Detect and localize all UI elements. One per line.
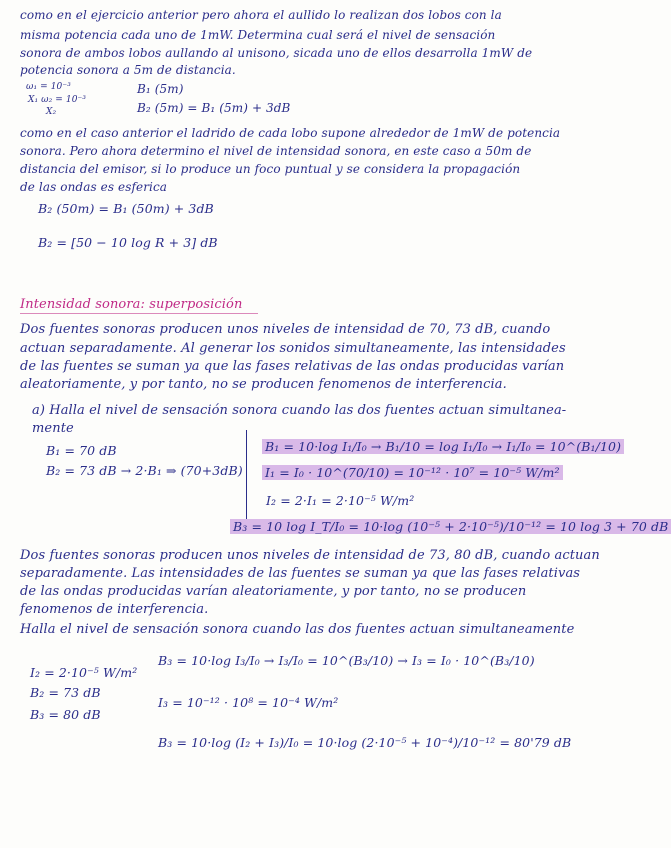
solution-b-line3: B₃ = 10·log (I₂ + I₃)/I₀ = 10·log (2·10⁻⁵ + 10⁻⁴)/10⁻¹² = 80'79 dB: [158, 735, 572, 750]
paragraph2-line2: sonora. Pero ahora determino el nivel de intensidad sonora, en este caso a 50m de: [20, 144, 532, 158]
given-b-b3: B₃ = 80 dB: [30, 707, 101, 722]
var-w1: ω₁ = 10⁻³: [26, 82, 71, 92]
paragraph4-line2: separadamente. Las intensidades de las fuentes se suman ya que las fases relativas: [20, 566, 581, 581]
paragraph1-line4: potencia sonora a 5m de distancia.: [20, 63, 236, 77]
given-b-i2: I₂ = 2·10⁻⁵ W/m²: [30, 665, 138, 680]
paragraph4-line1: Dos fuentes sonoras producen unos niveles de intensidad de 73, 80 dB, cuando actuan: [20, 548, 600, 563]
paragraph2-line1: como en el caso anterior el ladrido de cada lobo supone alrededor de 1mW de potencia: [20, 126, 561, 140]
eq2-line2: B₂ = [50 − 10 log R + 3] dB: [38, 235, 218, 250]
paragraph4-line3: de las ondas producidas varían aleatoriamente, y por tanto, no se producen: [20, 584, 527, 599]
paragraph2-line3: distancia del emisor, si lo produce un foco puntual y se considera la propagación: [20, 162, 521, 176]
paragraph1-line1: como en el ejercicio anterior pero ahora el aullido lo realizan dos lobos con la: [20, 8, 502, 22]
paragraph4-line4: fenomenos de interferencia.: [20, 602, 209, 617]
paragraph3-line3: de las fuentes se suman ya que las fases relativas de las ondas producidas varían: [20, 359, 565, 374]
solution-a-line2: [262, 466, 563, 480]
paragraph1-line2: misma potencia cada uno de 1mW. Determina cual será el nivel de sensación: [20, 28, 496, 42]
solution-a-line4: [230, 520, 671, 534]
paragraph1-line3: sonora de ambos lobos aullando al unisono, sicada uno de ellos desarrolla 1mW de: [20, 46, 533, 60]
paragraph3-line1: Dos fuentes sonoras producen unos niveles de intensidad de 70, 73 dB, cuando: [20, 322, 551, 337]
question-a-line2: mente: [32, 421, 74, 436]
given-a-b1: B₁ = 70 dB: [46, 443, 117, 458]
solution-a-line2-text: I₁ = I₀ · 10^(70/10) = 10⁻¹² · 10⁷ = 10⁻⁵ W/m²: [262, 465, 563, 480]
solution-a-line1: [262, 440, 624, 454]
var-w2: X₁ ω₂ = 10⁻³: [28, 95, 87, 105]
section-title: Intensidad sonora: superposición: [20, 297, 243, 312]
section-title-underline: [20, 313, 258, 314]
eq2-line1: B₂ (50m) = B₁ (50m) + 3dB: [38, 201, 214, 216]
solution-b-line1: B₃ = 10·log I₃/I₀ → I₃/I₀ = 10^(B₃/10) → I₃ = I₀ · 10^(B₃/10): [158, 653, 535, 668]
solution-a-line1-text: B₁ = 10·log I₁/I₀ → B₁/10 = log I₁/I₀ → I₁/I₀ = 10^(B₁/10): [262, 439, 624, 454]
paragraph3-line4: aleatoriamente, y por tanto, no se producen fenomenos de interferencia.: [20, 377, 507, 392]
given-a-b2: B₂ = 73 dB → 2·B₁ ⇒ (70+3dB): [46, 463, 243, 478]
divider-line: [246, 430, 247, 522]
solution-b-line2: I₃ = 10⁻¹² · 10⁸ = 10⁻⁴ W/m²: [158, 695, 339, 710]
var-b1: B₁ (5m): [137, 82, 184, 96]
solution-a-line4-text: B₃ = 10 log I_T/I₀ = 10·log (10⁻⁵ + 2·10⁻⁵)/10⁻¹² = 10 log 3 + 70 dB: [230, 519, 671, 534]
question-a-line1: a) Halla el nivel de sensación sonora cuando las dos fuentes actuan simultanea-: [32, 403, 567, 418]
var-x2: X₂: [46, 107, 57, 117]
paragraph3-line2: actuan separadamente. Al generar los sonidos simultaneamente, las intensidades: [20, 341, 566, 356]
solution-a-line3: I₂ = 2·I₁ = 2·10⁻⁵ W/m²: [266, 493, 415, 508]
paragraph4-line5: Halla el nivel de sensación sonora cuando las dos fuentes actuan simultaneamente: [20, 622, 575, 637]
given-b-b2: B₂ = 73 dB: [30, 685, 101, 700]
var-b2: B₂ (5m) = B₁ (5m) + 3dB: [137, 101, 291, 115]
paragraph2-line4: de las ondas es esferica: [20, 180, 168, 194]
